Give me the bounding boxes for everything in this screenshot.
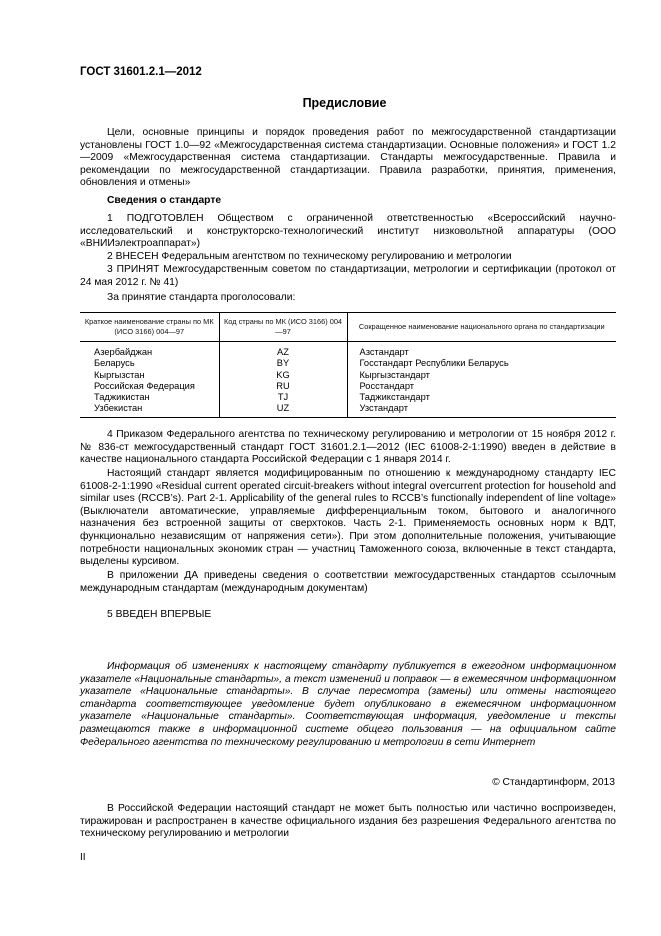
changes-info-paragraph: Информация об изменениях к настоящему стандарту публикуется в ежегодном информационном указателе «Национальные стандарты», а текст изменений и поправок — в ежемесячном информационном указателе «Национальные стандарты». В случае пересмотра (замены) или отмены настоящего стандарта соответствующее уведомление будет опубликовано в ежемесячном информационном указателе «Национальные стандарты». Соответствующая информация, уведомление и тексты размещаются также в информационной системе общего пользования — на официальном сайте Федерального агентства по техническому регулированию и метрологии в сети Интернет bbox=[80, 661, 616, 748]
table-cell-code: BY bbox=[219, 358, 347, 369]
item-5-paragraph: 5 ВВЕДЕН ВПЕРВЫЕ bbox=[107, 609, 212, 620]
table-cell-body: Азстандарт bbox=[347, 342, 616, 359]
page-title: Предисловие bbox=[302, 96, 387, 110]
info-heading: Сведения о стандарте bbox=[107, 195, 222, 206]
document-header: ГОСТ 31601.2.1—2012 bbox=[80, 66, 202, 78]
table-row bbox=[80, 403, 616, 417]
item-4-paragraph: 4 Приказом Федерального агентства по техническому регулированию и метрологии от 15 ноября 2012 г. № 836-ст межгосударственный стандарт ГОСТ 31601.2.1—2012 (IEC 61008-2-1:1990) введен в действие в качестве национального стандарта Российской Федерации с 1 января 2014 г. bbox=[80, 429, 616, 466]
item-2-paragraph: 2 ВНЕСЕН Федеральным агентством по техническому регулированию и метрологии bbox=[107, 251, 512, 262]
table-header-row bbox=[80, 313, 616, 342]
appendix-paragraph: В приложении ДА приведены сведения о соответствии межгосударственных стандартов ссылочным международным стандартам (международным документам) bbox=[80, 570, 616, 594]
table-header-country: Краткое наименование страны по МК (ИСО 3166) 004—97 bbox=[80, 313, 219, 342]
modification-paragraph: Настоящий стандарт является модифицированным по отношению к международному стандарту IEC 61008-2-1:1990 «Residual current operated circuit-breakers without integral overcurrent protection for household and similar uses (RCCB’s). Part 2-1. Applicability of the general rules to RCCB’s functionally independent of line voltage» (Выключатели автоматические, управляемые дифференциальным током, бытового и аналогичного назначения без встроенной защиты от сверхтоков. Часть 2-1. Применяемость основных норм к ВДТ, функционально независящим от напряжения сети»). При этом дополнительные положения, учитывающие потребности национальных экономик стран — участниц Таможенного союза, включенные в текст стандарта, выделены курсивом. bbox=[80, 468, 616, 568]
table-cell-code: UZ bbox=[219, 403, 347, 417]
table-cell-country: Узбекистан bbox=[94, 403, 143, 414]
intro-paragraph: Цели, основные принципы и порядок проведения работ по межгосударственной стандартизации установлены ГОСТ 1.0—92 «Межгосударственная система стандартизации. Основные положения» и ГОСТ 1.2—2009 «Межгосударственная система стандартизации. Стандарты межгосударственные. Правила и рекомендации по межгосударственной стандартизации. Правила разработки, принятия, применения, обновления и отмены» bbox=[80, 127, 616, 189]
table-cell-country: Таджикистан bbox=[94, 392, 150, 403]
table-cell-country: Азербайджан bbox=[94, 347, 153, 357]
reproduction-notice: В Российской Федерации настоящий стандарт не может быть полностью или частично воспроизведен, тиражирован и распространен в качестве официального издания без разрешения Федерального агентства по техническому регулированию и метрологии bbox=[80, 803, 616, 840]
table-cell-body: Кыргызстандарт bbox=[347, 370, 616, 381]
table-row bbox=[80, 358, 616, 369]
table-cell-country: Беларусь bbox=[94, 358, 135, 369]
table-row bbox=[80, 381, 616, 392]
table-cell-body: Госстандарт Республики Беларусь bbox=[347, 358, 616, 369]
table-row bbox=[80, 370, 616, 381]
copyright-notice: © Стандартинформ, 2013 bbox=[492, 777, 615, 788]
table-cell-code: RU bbox=[219, 381, 347, 392]
table-cell-body: Росстандарт bbox=[347, 381, 616, 392]
table-cell-country: Российская Федерация bbox=[94, 380, 195, 391]
page-number: II bbox=[80, 852, 86, 863]
item-3-paragraph: 3 ПРИНЯТ Межгосударственным советом по стандартизации, метрологии и сертификации (протокол от 24 мая 2012 г. № 41) bbox=[80, 264, 616, 288]
table-cell-body: Узстандарт bbox=[347, 403, 616, 417]
table-row bbox=[80, 392, 616, 403]
table-cell-country: Кыргызстан bbox=[94, 369, 145, 380]
item-1-paragraph: 1 ПОДГОТОВЛЕН Обществом с ограниченной ответственностью «Всероссийский научно-исследовательский и конструкторско-технологический институт низковольтной аппаратуры (ООО «ВНИИэлектроаппарат») bbox=[80, 213, 616, 250]
table-cell-code: KG bbox=[219, 370, 347, 381]
table-cell-code: AZ bbox=[219, 342, 347, 359]
vote-intro: За принятие стандарта проголосовали: bbox=[107, 292, 296, 303]
table-header-code: Код страны по МК (ИСО 3166) 004—97 bbox=[219, 313, 347, 342]
table-cell-code: TJ bbox=[219, 392, 347, 403]
table-header-body: Сокращенное наименование национального органа по стандартизации bbox=[347, 313, 616, 342]
voting-table bbox=[80, 312, 616, 418]
table-row bbox=[80, 342, 616, 359]
table-cell-body: Таджикстандарт bbox=[347, 392, 616, 403]
